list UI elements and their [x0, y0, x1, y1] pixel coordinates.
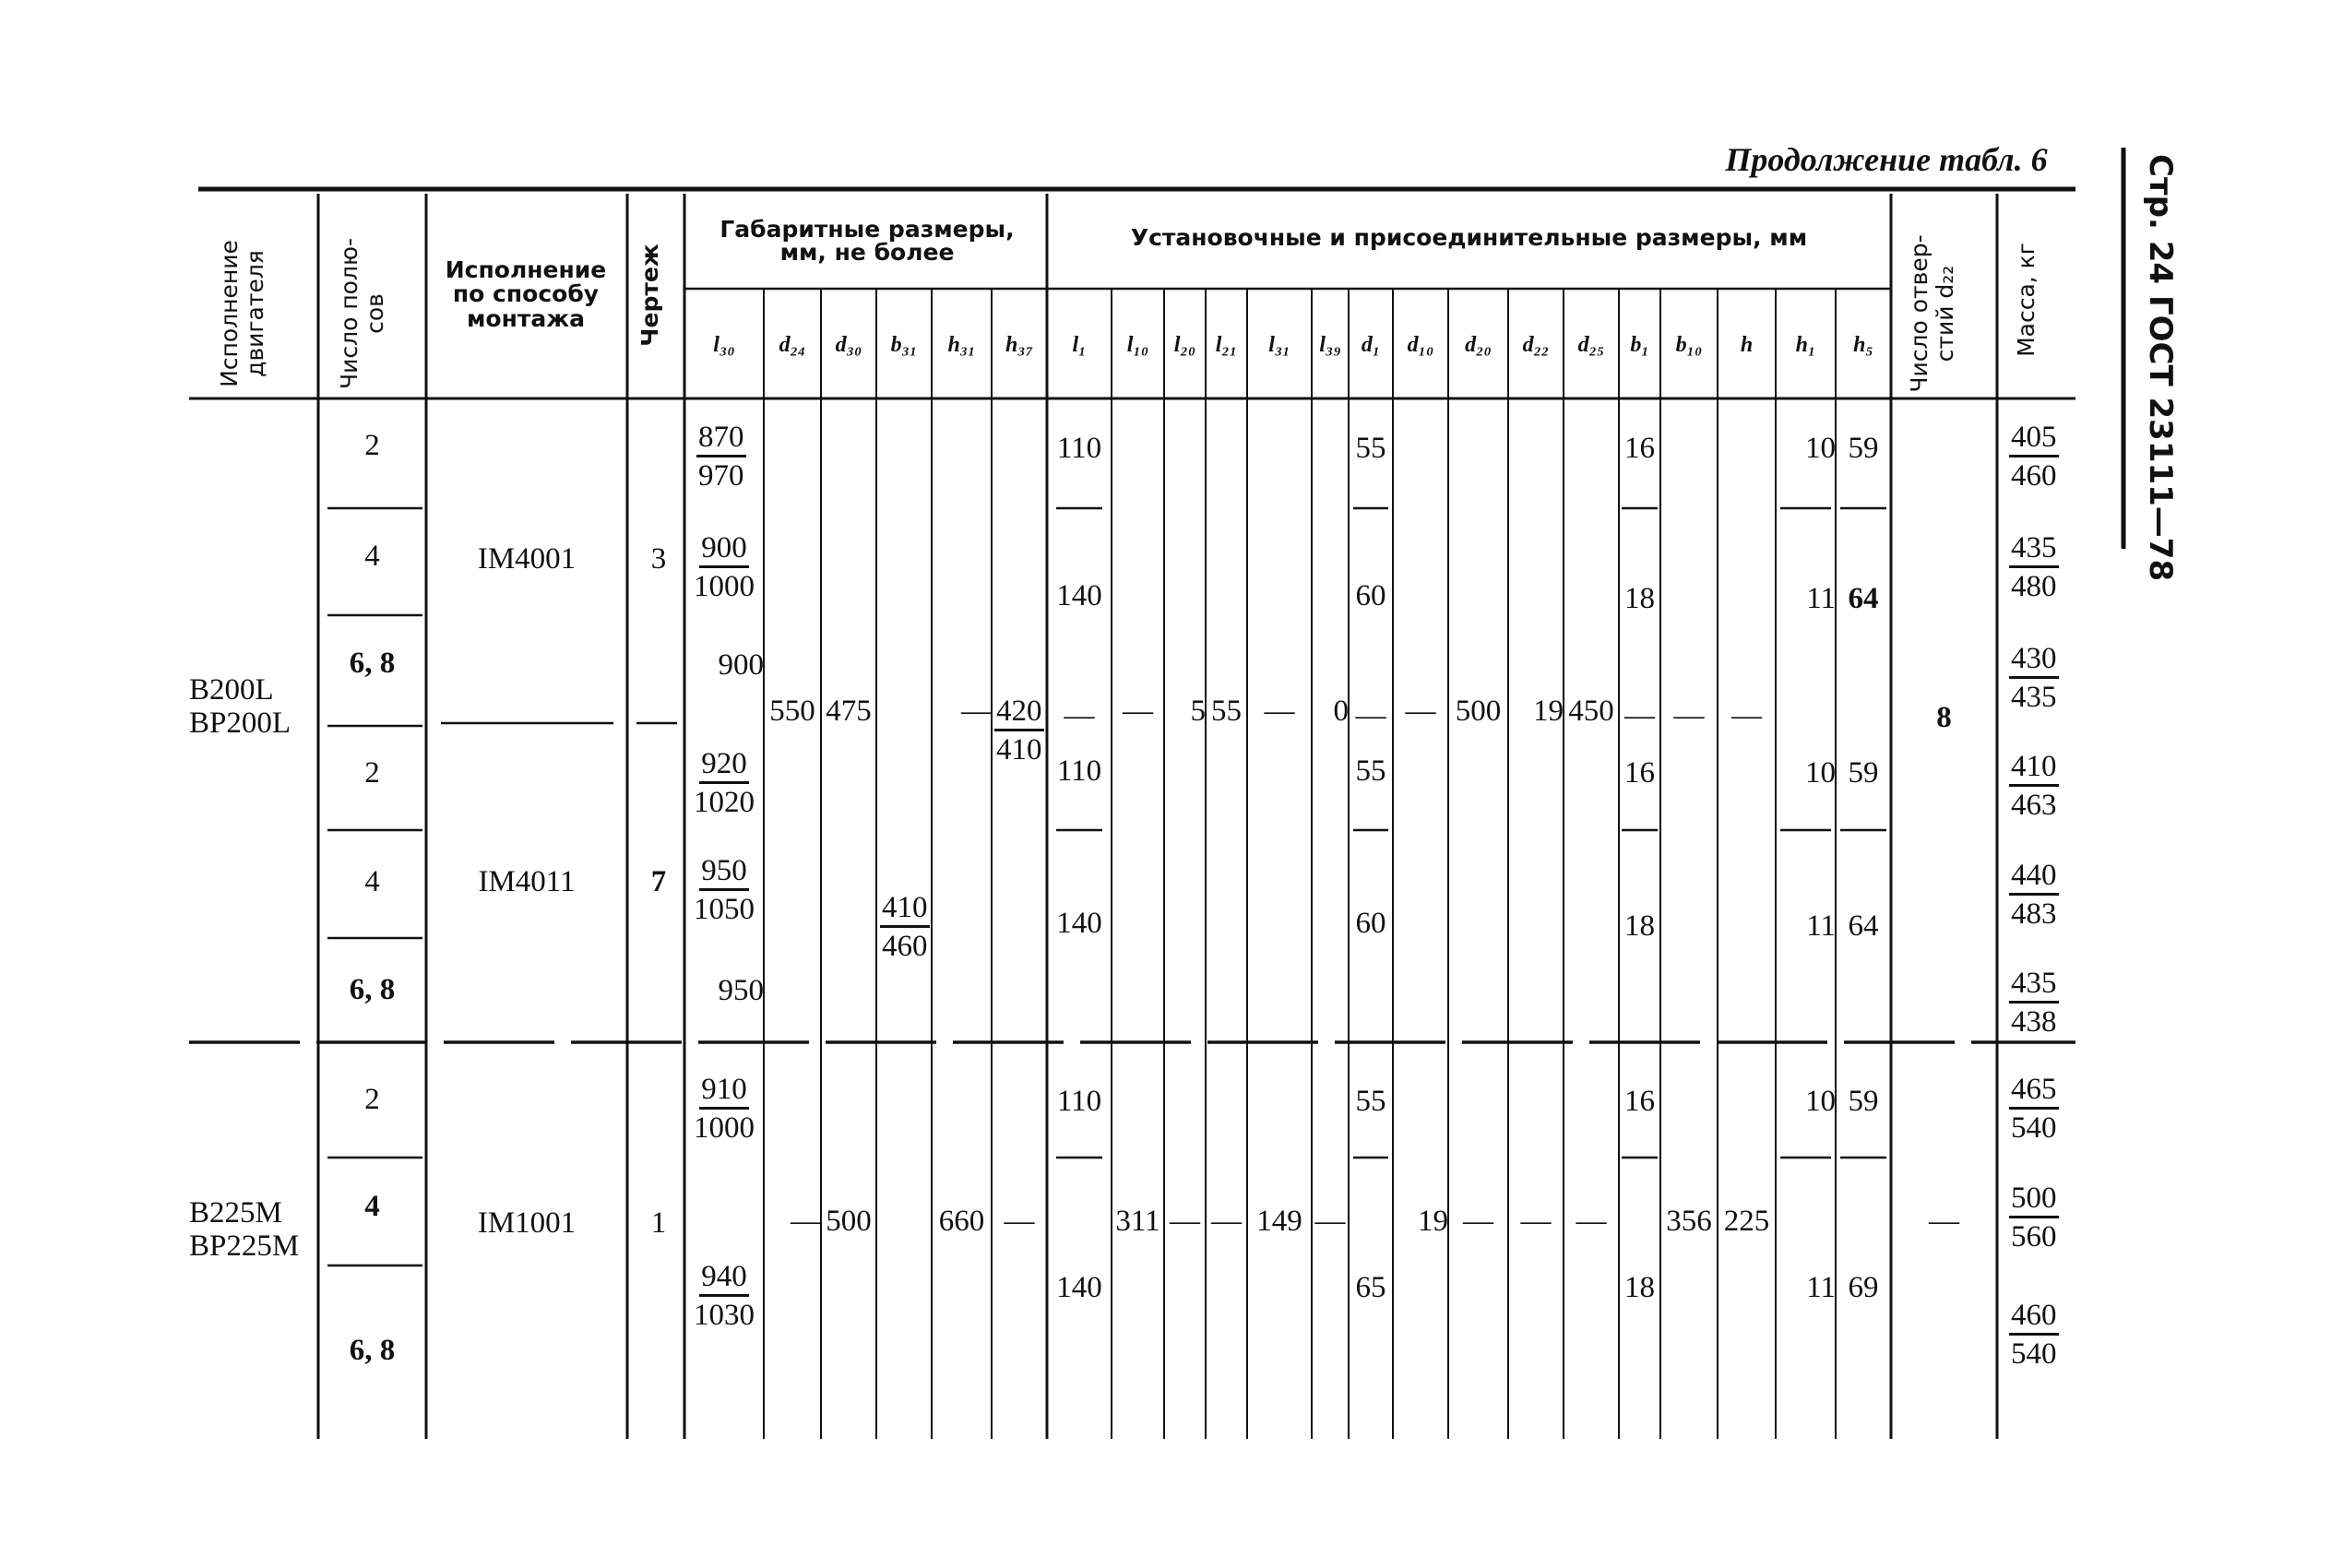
- l31-cell: —: [1264, 695, 1295, 728]
- d1-cell: 55: [1355, 432, 1386, 465]
- l21-cell: —: [1211, 1205, 1242, 1238]
- d22-cell: —: [1520, 1205, 1552, 1238]
- b10-cell: 356: [1666, 1205, 1712, 1238]
- header-motor-version: Исполнение двигателя: [216, 240, 268, 387]
- h1-cell: 11: [1806, 582, 1836, 615]
- l1-cell: 140: [1056, 907, 1102, 940]
- l1-cell: —: [1064, 699, 1095, 732]
- col-h: h: [1740, 333, 1754, 357]
- l10-cell: 311: [1115, 1205, 1160, 1238]
- mass-fraction: $\frac{500}{560}$: [2011, 1182, 2057, 1253]
- l21-cell: 55: [1211, 695, 1242, 728]
- col-l1: l₁: [1072, 333, 1087, 357]
- poles-cell: 2: [364, 1083, 380, 1116]
- header-holes: Число отвер-стий d₂₂: [1906, 234, 1958, 393]
- l30-fraction: $\frac{920}{1020}$: [694, 747, 755, 819]
- b1-cell: 18: [1624, 582, 1655, 615]
- col-l31: l₃₁: [1268, 333, 1290, 357]
- b1-cell: —: [1624, 699, 1655, 732]
- d1-cell: 60: [1355, 579, 1386, 612]
- page-side-header: [2140, 154, 2179, 582]
- col-h5: h₅: [1853, 333, 1873, 357]
- l1-cell: 110: [1056, 432, 1102, 465]
- motor-version-g2: [189, 1196, 318, 1264]
- header-install-group: Установочные и присоединительные размеры, мм: [1130, 224, 1808, 251]
- l39-cell: —: [1314, 1205, 1346, 1238]
- poles-cell: 4: [364, 865, 380, 898]
- d10-cell: —: [1405, 695, 1436, 728]
- mounting-cell: IM4011: [478, 865, 576, 898]
- d25-cell: —: [1576, 1205, 1607, 1238]
- mass-fraction: $\frac{410}{463}$: [2011, 750, 2057, 822]
- l20-cell: —: [1170, 1205, 1200, 1238]
- header-overall-line1: Габаритные размеры,: [720, 216, 1015, 243]
- page-number: 24: [2142, 240, 2179, 285]
- header-mounting-line3: монтажа: [467, 304, 585, 332]
- col-d22: d₂₂: [1522, 333, 1550, 357]
- motor-version-g1-line2: ВР200L: [189, 707, 291, 741]
- poles-cell: 6, 8: [349, 1334, 396, 1367]
- b1-cell: 16: [1624, 432, 1655, 465]
- mounting-cell: IM1001: [477, 1206, 577, 1240]
- l30-cell: 900: [718, 648, 764, 682]
- h5-cell: 64: [1848, 909, 1879, 943]
- header-overall-group: [692, 218, 1042, 264]
- holes-cell: —: [1929, 1205, 1959, 1238]
- b10-cell: —: [1673, 699, 1705, 732]
- h37-fraction: $\frac{420}{410}$: [996, 695, 1042, 766]
- d30-cell: 500: [826, 1205, 872, 1238]
- col-b1: b₁: [1630, 333, 1649, 357]
- l1-cell: 110: [1056, 754, 1102, 788]
- b1-cell: 16: [1624, 1085, 1655, 1118]
- h-cell: —: [1731, 699, 1762, 732]
- l20-cell: 5: [1190, 695, 1206, 728]
- motor-version-g1-line1: В200L: [189, 673, 274, 707]
- poles-cell: 2: [364, 756, 380, 790]
- header-drawing: Чертеж: [636, 244, 663, 347]
- motor-version-g2-line1: В225М: [189, 1196, 282, 1229]
- col-l30: l₃₀: [713, 333, 735, 357]
- d20-cell: —: [1463, 1205, 1493, 1238]
- mass-fraction: $\frac{435}{480}$: [2011, 531, 2057, 603]
- mass-fraction: $\frac{460}{540}$: [2011, 1299, 2057, 1371]
- h1-cell: 11: [1806, 1271, 1836, 1304]
- h31-cell: —: [961, 695, 992, 728]
- d10-cell: 19: [1418, 1205, 1448, 1238]
- mass-fraction: $\frac{435}{438}$: [2011, 967, 2057, 1039]
- table-caption: Продолжение табл. 6: [1725, 141, 2048, 178]
- drawing-cell: 1: [650, 1206, 667, 1240]
- col-d1: d₁: [1361, 333, 1381, 357]
- l1-cell: 140: [1056, 1271, 1102, 1304]
- h1-cell: 11: [1806, 909, 1836, 943]
- l30-cell: 950: [718, 974, 764, 1007]
- col-d30: d₃₀: [835, 333, 862, 357]
- h5-cell: 59: [1848, 432, 1879, 465]
- d1-cell: 65: [1355, 1271, 1386, 1304]
- col-l20: l₂₀: [1173, 333, 1196, 357]
- motor-version-g2-line2: ВР225М: [189, 1229, 300, 1264]
- mass-fraction: $\frac{405}{460}$: [2011, 421, 2057, 493]
- h31-cell: 660: [938, 1205, 985, 1238]
- page-label: Стр.: [2142, 154, 2179, 230]
- poles-cell: 2: [364, 429, 380, 462]
- l30-fraction: $\frac{940}{1030}$: [694, 1260, 755, 1332]
- col-d20: d₂₀: [1465, 333, 1492, 357]
- col-d10: d₁₀: [1407, 333, 1434, 357]
- col-b10: b₁₀: [1675, 333, 1703, 357]
- d22-cell: 19: [1533, 695, 1564, 728]
- h1-cell: 10: [1805, 1085, 1836, 1118]
- header-mounting: [434, 258, 618, 331]
- poles-cell: 6, 8: [349, 973, 396, 1006]
- mass-fraction: $\frac{465}{540}$: [2011, 1073, 2057, 1145]
- col-h1: h₁: [1795, 333, 1816, 357]
- col-d25: d₂₅: [1577, 333, 1605, 357]
- b1-cell: 18: [1624, 909, 1655, 943]
- d24-cell: —: [791, 1205, 821, 1238]
- d1-cell: 55: [1355, 754, 1386, 788]
- col-l39: l₃₉: [1319, 333, 1341, 357]
- h5-cell: 69: [1848, 1271, 1879, 1304]
- mounting-cell: IM4001: [477, 542, 577, 576]
- col-l10: l₁₀: [1126, 333, 1149, 357]
- col-h31: h₃₁: [947, 333, 976, 357]
- poles-cell: 6, 8: [349, 647, 396, 680]
- l1-cell: 110: [1056, 1085, 1102, 1118]
- d1-cell: 60: [1355, 907, 1386, 940]
- h37-cell: —: [1004, 1205, 1035, 1238]
- l30-fraction: $\frac{870}{970}$: [698, 421, 744, 493]
- h1-cell: 10: [1805, 432, 1836, 465]
- l30-fraction: $\frac{900}{1000}$: [694, 531, 755, 603]
- d1-cell: 55: [1355, 1085, 1386, 1118]
- drawing-cell: 3: [650, 542, 667, 576]
- standard-number: 23111—78: [2142, 397, 2179, 582]
- h5-cell: 64: [1848, 582, 1879, 615]
- d25-cell: 450: [1568, 695, 1614, 728]
- holes-cell: 8: [1936, 701, 1952, 734]
- header-poles: Число полю-сов: [336, 237, 388, 390]
- header-mounting-line2: по способу: [452, 280, 600, 308]
- col-d24: d₂₄: [779, 333, 806, 357]
- header-mounting-line1: Исполнение: [445, 256, 607, 283]
- l10-cell: —: [1123, 695, 1153, 728]
- drawing-cell: 7: [650, 865, 667, 898]
- header-overall-line2: мм, не более: [779, 239, 955, 266]
- h5-cell: 59: [1848, 756, 1879, 790]
- b31-fraction: $\frac{410}{460}$: [882, 891, 928, 963]
- h-cell: 225: [1723, 1205, 1770, 1238]
- b1-cell: 18: [1624, 1271, 1655, 1304]
- d24-cell: 550: [769, 695, 815, 728]
- col-l21: l₂₁: [1215, 333, 1238, 357]
- l1-cell: 140: [1056, 579, 1102, 612]
- d30-cell: 475: [826, 695, 872, 728]
- h1-cell: 10: [1805, 756, 1836, 790]
- d1-cell: —: [1355, 699, 1386, 732]
- mass-fraction: $\frac{430}{435}$: [2011, 642, 2057, 714]
- col-h37: h₃₇: [1005, 333, 1034, 357]
- poles-cell: 4: [364, 1190, 380, 1223]
- mass-fraction: $\frac{440}{483}$: [2011, 859, 2057, 931]
- standard-label: ГОСТ: [2142, 294, 2179, 386]
- l30-fraction: $\frac{950}{1050}$: [694, 854, 755, 926]
- header-mass: Масса, кг: [2013, 243, 2040, 357]
- d20-cell: 500: [1455, 695, 1502, 728]
- b1-cell: 16: [1624, 756, 1655, 790]
- l31-cell: 149: [1256, 1205, 1302, 1238]
- l30-fraction: $\frac{910}{1000}$: [694, 1073, 755, 1145]
- l39-cell: 0: [1333, 695, 1349, 728]
- h5-cell: 59: [1848, 1085, 1879, 1118]
- col-b31: b₃₁: [890, 333, 918, 357]
- poles-cell: 4: [364, 540, 380, 573]
- motor-version-g1: [189, 673, 318, 741]
